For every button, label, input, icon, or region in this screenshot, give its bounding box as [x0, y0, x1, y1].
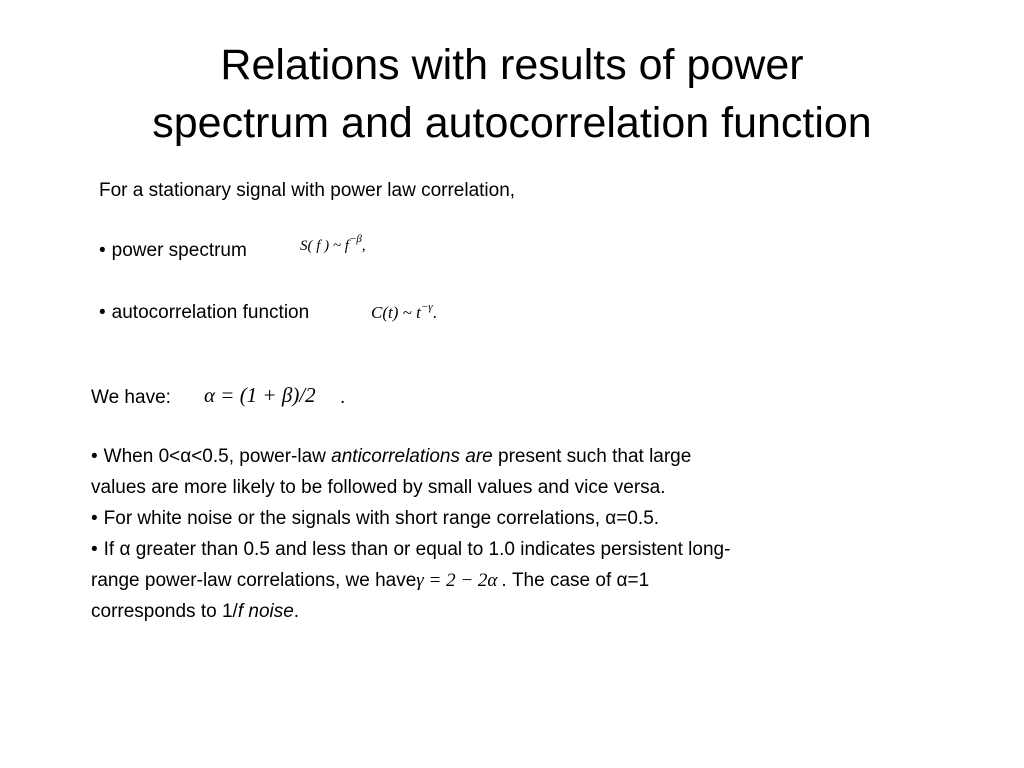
gamma-relation-formula: γ = 2 − 2α	[416, 570, 498, 591]
explanation-line-5	[91, 565, 891, 596]
line4-text: If α greater than 0.5 and less than or equal to 1.0 indicates persistent long-	[103, 539, 731, 560]
bullet-glyph: •	[99, 302, 106, 323]
bullet-glyph: •	[91, 539, 98, 560]
bullet-glyph: •	[91, 508, 98, 529]
explanation-line-6	[91, 596, 891, 627]
title-line-1: Relations with results of power	[220, 41, 804, 89]
power-spectrum-formula	[300, 233, 366, 255]
power-spectrum-label: power spectrum	[111, 240, 247, 261]
explanation-line-4	[91, 534, 891, 565]
autocorrelation-formula	[371, 303, 437, 323]
title-line-2: spectrum and autocorrelation function	[152, 99, 872, 147]
ac-formula-tail: .	[432, 303, 437, 322]
autocorrelation-label: autocorrelation function	[111, 302, 310, 323]
line5-post: . The case of α=1	[501, 570, 650, 591]
intro-text: For a stationary signal with power law correlation,	[99, 180, 516, 201]
line1-pre: When 0<α<0.5, power-law	[103, 446, 332, 467]
ac-formula-exponent: −γ	[420, 301, 433, 313]
alpha-relation-formula: α = (1 + β)/2	[204, 383, 316, 407]
ps-formula-lhs: S( f ) ~ f	[300, 238, 349, 254]
line6-italic-f: f	[237, 601, 244, 622]
bullet-autocorrelation	[99, 301, 309, 325]
ps-formula-tail: ,	[361, 238, 366, 254]
bullet-glyph: •	[99, 240, 106, 261]
line6-post: .	[293, 601, 300, 622]
slide-title	[40, 36, 984, 152]
line5-pre: range power-law correlations, we have	[91, 570, 417, 591]
bullet-power-spectrum	[99, 239, 247, 263]
line6-italic-noise: noise	[243, 601, 294, 622]
bullet-glyph: •	[91, 446, 98, 467]
explanation-line-2: values are more likely to be followed by small values and vice versa.	[91, 477, 666, 498]
line1-italic: anticorrelations are	[331, 446, 493, 467]
explanation-line-1	[91, 441, 891, 472]
ps-formula-exponent: −β	[348, 233, 362, 245]
explanation-line-3	[91, 503, 891, 534]
line6-pre: corresponds to 1/	[91, 601, 238, 622]
alpha-relation-period: .	[340, 387, 346, 408]
line3-text: For white noise or the signals with short range correlations, α=0.5.	[103, 508, 660, 529]
explanation-block	[91, 441, 891, 627]
ac-formula-lhs: C(t) ~ t	[371, 303, 421, 322]
line1-post: present such that large	[492, 446, 692, 467]
we-have-label: We have:	[91, 387, 171, 408]
